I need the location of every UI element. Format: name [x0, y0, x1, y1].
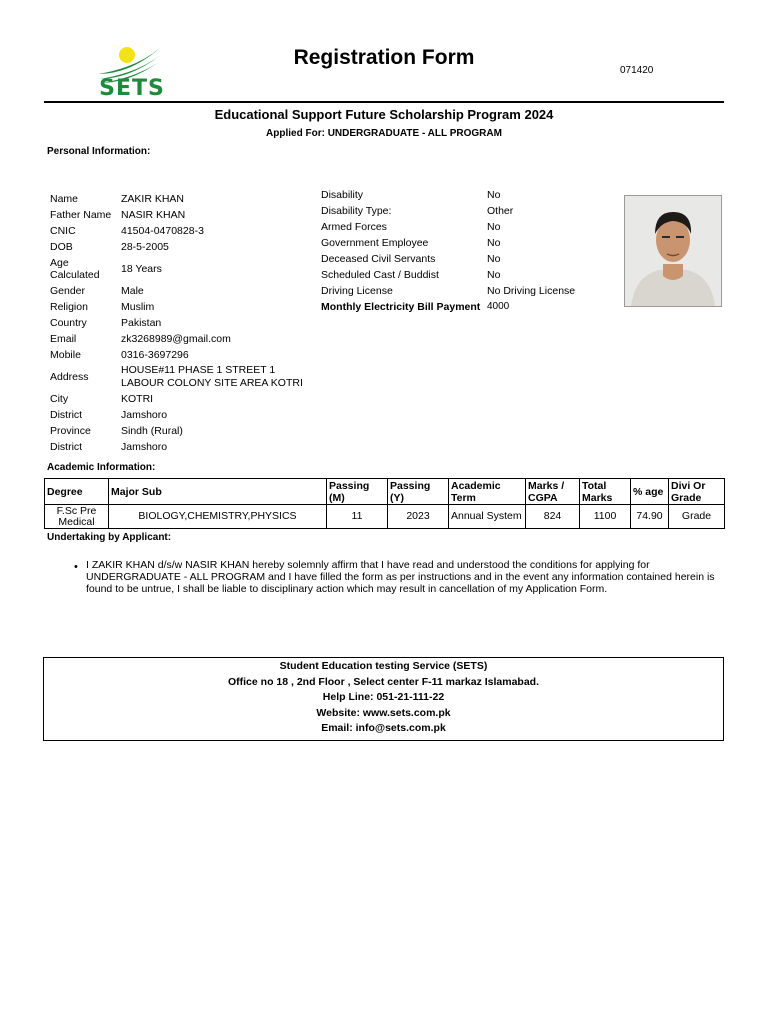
- field-label-age-line2: Calculated: [50, 269, 100, 281]
- field-value-electricity-bill: 4000: [487, 301, 510, 312]
- footer-email: Email: info@sets.com.pk: [321, 722, 446, 734]
- field-value-district-2: Jamshoro: [121, 441, 168, 453]
- cell-passing-year: 2023: [388, 505, 449, 529]
- field-label-deceased-civil-servants: Deceased Civil Servants: [321, 253, 436, 265]
- academic-table: [44, 478, 725, 529]
- cell-academic-term: Annual System: [449, 505, 526, 529]
- bullet-icon: •: [74, 561, 78, 573]
- applicant-portrait-icon: [625, 196, 721, 306]
- field-value-cnic: 41504-0470828-3: [121, 225, 204, 237]
- personal-info-heading: Personal Information:: [47, 146, 151, 157]
- field-value-gender: Male: [121, 285, 144, 297]
- field-label-email: Email: [50, 333, 77, 345]
- field-label-cnic: CNIC: [50, 225, 76, 237]
- col-percentage: % age: [631, 479, 669, 505]
- col-passing-year: Passing (Y): [388, 479, 449, 505]
- col-passing-month: Passing (M): [327, 479, 388, 505]
- field-label-country: Country: [50, 317, 87, 329]
- field-value-district: Jamshoro: [121, 409, 168, 421]
- cell-total-marks: 1100: [580, 505, 631, 529]
- field-value-religion: Muslim: [121, 301, 155, 313]
- field-value-address-line2: LABOUR COLONY SITE AREA KOTRI: [121, 377, 303, 389]
- col-degree: Degree: [45, 479, 109, 505]
- field-label-driving-license: Driving License: [321, 285, 393, 297]
- field-label-name: Name: [50, 193, 79, 205]
- cell-marks-cgpa: 824: [526, 505, 580, 529]
- academic-info-heading: Academic Information:: [47, 462, 156, 473]
- form-number: 071420: [620, 65, 654, 76]
- field-label-district-2: District: [50, 441, 83, 453]
- field-value-city: KOTRI: [121, 393, 154, 405]
- field-value-province: Sindh (Rural): [121, 425, 183, 437]
- field-value-driving-license: No Driving License: [487, 285, 576, 297]
- field-value-email: zk3268989@gmail.com: [121, 333, 231, 345]
- cell-degree: F.Sc Pre Medical: [45, 505, 109, 529]
- field-value-dob: 28-5-2005: [121, 241, 169, 253]
- field-value-deceased-civil-servants: No: [487, 253, 501, 265]
- field-label-age-line1: Age: [50, 257, 69, 269]
- page-title: Registration Form: [293, 46, 475, 69]
- col-division-grade: Divi Or Grade: [669, 479, 725, 505]
- field-label-gender: Gender: [50, 285, 86, 297]
- field-label-government-employee: Government Employee: [321, 237, 429, 249]
- sets-logo-text: SETS: [99, 76, 165, 101]
- field-value-government-employee: No: [487, 237, 501, 249]
- field-label-disability-type: Disability Type:: [321, 205, 392, 217]
- field-label-province: Province: [50, 425, 91, 437]
- contact-footer: [43, 657, 724, 741]
- field-value-disability: No: [487, 189, 501, 201]
- applicant-photo: [624, 195, 722, 307]
- field-label-father-name: Father Name: [50, 209, 112, 221]
- program-title: Educational Support Future Scholarship Program 2024: [214, 107, 554, 122]
- field-value-mobile: 0316-3697296: [121, 349, 189, 361]
- field-label-city: City: [50, 393, 69, 405]
- applied-for: Applied For: UNDERGRADUATE - ALL PROGRAM: [266, 128, 502, 139]
- cell-division-grade: Grade: [669, 505, 725, 529]
- cell-passing-month: 11: [327, 505, 388, 529]
- field-value-age: 18 Years: [121, 263, 162, 275]
- footer-helpline: Help Line: 051-21-111-22: [322, 691, 445, 703]
- col-marks-cgpa: Marks / CGPA: [526, 479, 580, 505]
- undertaking-heading: Undertaking by Applicant:: [47, 532, 172, 543]
- academic-table-header: [45, 479, 725, 505]
- field-value-disability-type: Other: [487, 205, 514, 217]
- table-row: [45, 505, 725, 529]
- footer-org: Student Education testing Service (SETS): [279, 660, 488, 672]
- field-label-district: District: [50, 409, 83, 421]
- field-value-scheduled-cast: No: [487, 269, 501, 281]
- cell-major-sub: BIOLOGY,CHEMISTRY,PHYSICS: [109, 505, 327, 529]
- footer-website: Website: www.sets.com.pk: [316, 706, 451, 719]
- col-academic-term: Academic Term: [449, 479, 526, 505]
- field-label-address: Address: [50, 371, 89, 383]
- field-label-dob: DOB: [50, 241, 73, 253]
- field-value-armed-forces: No: [487, 221, 501, 233]
- field-label-armed-forces: Armed Forces: [321, 221, 387, 233]
- field-label-disability: Disability: [321, 189, 364, 201]
- col-major-sub: Major Sub: [109, 479, 327, 505]
- field-label-electricity-bill: Monthly Electricity Bill Payment: [321, 301, 481, 313]
- col-total-marks: Total Marks: [580, 479, 631, 505]
- header-divider: [44, 101, 724, 103]
- footer-office: Office no 18 , 2nd Floor , Select center F-11 markaz Islamabad.: [227, 675, 540, 688]
- field-label-mobile: Mobile: [50, 349, 81, 361]
- field-value-country: Pakistan: [121, 317, 162, 329]
- undertaking-text: I ZAKIR KHAN d/s/w NASIR KHAN hereby solemnly affirm that I have read and understood the conditions for applying for UNDERGRADUATE - ALL PROGRAM and I have filled the form as per instructions and in the event any information contained herein is found to be untrue, I shall be liable to disciplinary action which may result in cancellation of my Application Form.: [86, 559, 715, 595]
- field-value-father-name: NASIR KHAN: [121, 209, 186, 221]
- field-value-address-line1: HOUSE#11 PHASE 1 STREET 1: [121, 364, 276, 376]
- field-label-scheduled-cast: Scheduled Cast / Buddist: [321, 269, 439, 281]
- field-value-name: ZAKIR KHAN: [121, 193, 185, 205]
- field-label-religion: Religion: [50, 301, 88, 313]
- cell-percentage: 74.90: [631, 505, 669, 529]
